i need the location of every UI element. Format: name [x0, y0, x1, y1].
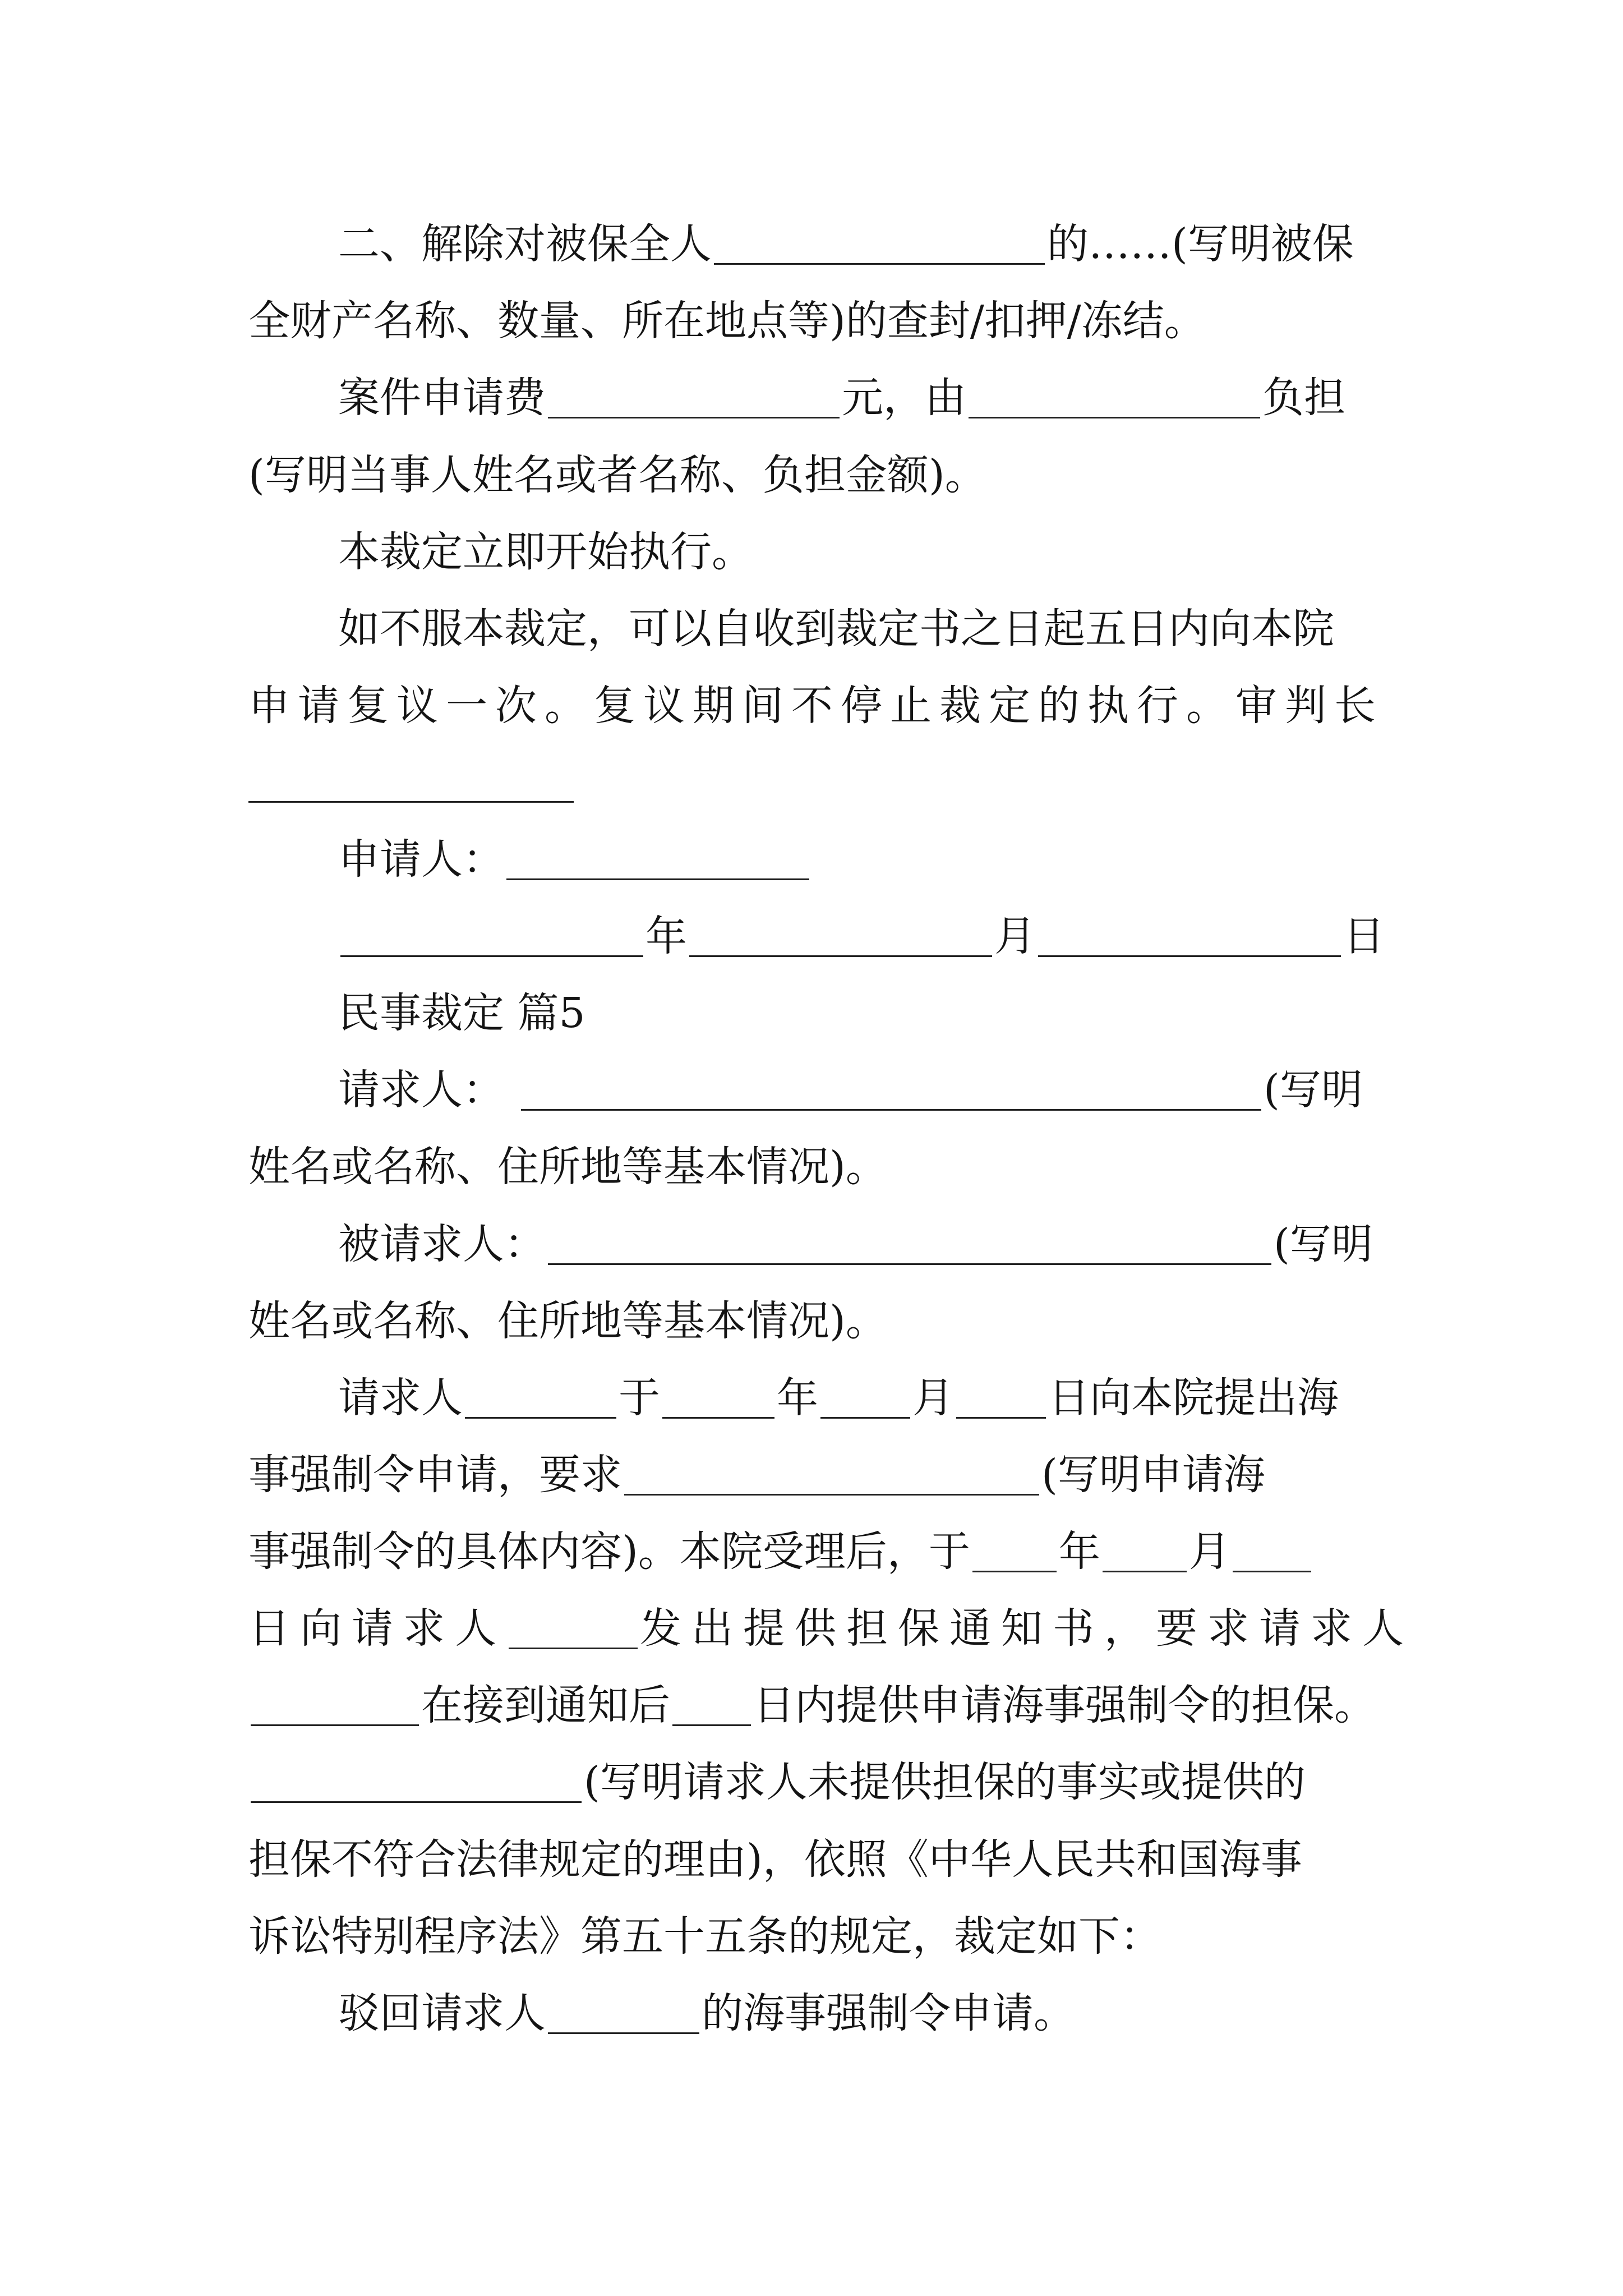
line-review: 申请复议一次。复议期间不停止裁定的执行。审判长	[248, 682, 1384, 730]
line-facts: (写明请求人未提供担保的事实或提供的	[248, 1761, 1376, 1815]
blank-field	[820, 1380, 910, 1419]
blank-field	[956, 1380, 1046, 1419]
line-respondent: 被请求人： (写明	[338, 1220, 1373, 1268]
divider-line	[248, 801, 574, 803]
blank-field	[1038, 918, 1341, 957]
line-execute: 本裁定立即开始执行。	[338, 528, 753, 576]
blank-field	[714, 226, 1045, 265]
blank-field	[1233, 1534, 1311, 1572]
line-case-fee: 案件申请费 元，由 负担	[338, 374, 1345, 422]
blank-field	[1103, 1534, 1187, 1572]
line-petitioner: 请求人： (写明	[338, 1066, 1363, 1114]
line-party-fee: (写明当事人姓名或者名称、负担金额)。	[248, 451, 986, 499]
blank-field	[548, 1226, 1271, 1265]
blank-field	[972, 1534, 1057, 1572]
line-request-date: 请求人 于 年 月 日向本院提出海	[338, 1374, 1339, 1422]
blank-field	[509, 1611, 638, 1649]
blank-field	[340, 918, 643, 957]
line-legal-basis: 担保不符合法律规定的理由)，依照《中华人民共和国海事	[248, 1835, 1302, 1884]
blank-field	[506, 841, 809, 880]
blank-field	[548, 1995, 699, 2034]
section-heading: 民事裁定 篇5	[338, 989, 585, 1037]
line-release-preservation: 二、解除对被保全人 的……(写明被保	[338, 220, 1354, 268]
blank-field	[689, 918, 992, 957]
line-respondent-info: 姓名或名称、住所地等基本情况)。	[248, 1297, 887, 1345]
blank-field	[251, 1687, 419, 1726]
blank-field	[624, 1457, 1039, 1496]
line-applicant: 申请人：	[338, 839, 1376, 892]
line-property-desc: 全财产名称、数量、所在地点等)的查封/扣押/冻结。	[248, 297, 1206, 345]
blank-field	[521, 1072, 1261, 1111]
line-guarantee: 在接到通知后 日内提供申请海事强制令的担保。	[248, 1685, 1376, 1738]
line-appeal: 如不服本裁定，可以自收到裁定书之日起五日内向本院	[338, 605, 1334, 653]
line-petitioner-info: 姓名或名称、住所地等基本情况)。	[248, 1143, 887, 1191]
blank-field	[548, 380, 840, 418]
blank-field	[969, 380, 1260, 418]
line-date: 年 月 日	[338, 915, 1376, 969]
blank-field	[662, 1380, 774, 1419]
line-accepted: 事强制令的具体内容)。本院受理后，于 年 月	[248, 1531, 1376, 1585]
blank-field	[251, 1764, 582, 1803]
line-ruling-intro: 诉讼特别程序法》第五十五条的规定，裁定如下：	[248, 1912, 1161, 1961]
blank-field	[465, 1380, 616, 1419]
line-request-content: 事强制令申请，要求 (写明申请海	[248, 1451, 1265, 1499]
line-notice: 日向请求人 发出提供担保通知书，要求请求人	[248, 1604, 1414, 1653]
line-dismiss: 驳回请求人 的海事强制令申请。	[338, 1989, 1075, 2037]
blank-field	[672, 1687, 751, 1726]
